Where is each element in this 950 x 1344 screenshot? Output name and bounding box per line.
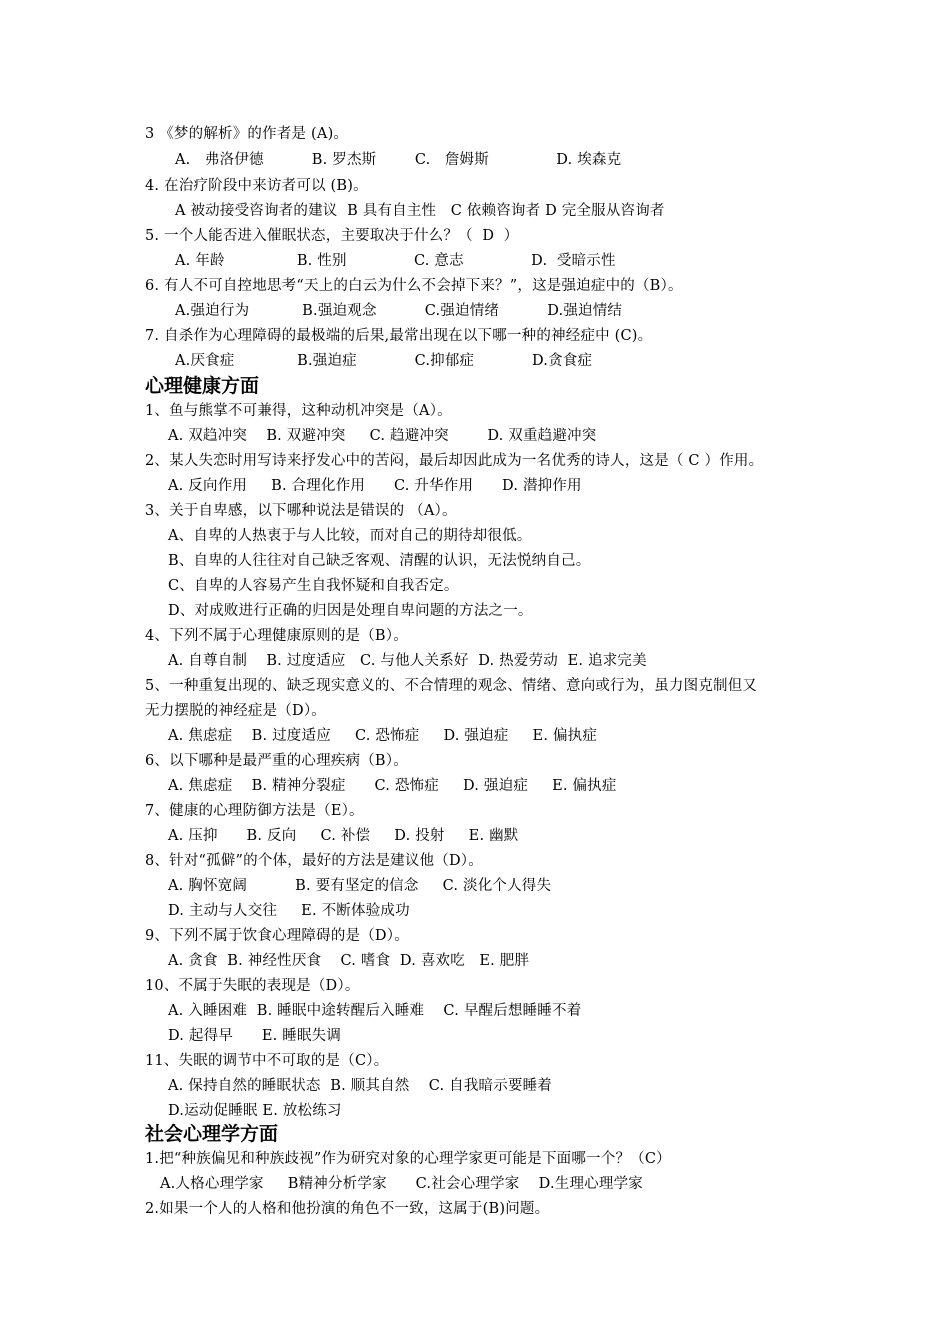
mh-question-8-options-1: A. 胸怀宽阔 B. 要有坚定的信念 C. 淡化个人得失	[168, 878, 552, 894]
mh-question-11: 11、失眠的调节中不可取的是（C）。	[145, 1053, 389, 1069]
question-5: 5. 一个人能否进入催眠状态，主要取决于什么？（ D ）	[145, 228, 519, 244]
mh-question-6-options: A. 焦虑症 B. 精神分裂症 C. 恐怖症 D. 强迫症 E. 偏执症	[168, 778, 617, 794]
mh-question-7-options: A. 压抑 B. 反向 C. 补偿 D. 投射 E. 幽默	[168, 828, 519, 844]
mh-question-1-options: A. 双趋冲突 B. 双避冲突 C. 趋避冲突 D. 双重趋避冲突	[168, 428, 597, 444]
mh-question-7: 7、健康的心理防御方法是（E）。	[145, 803, 364, 819]
mh-question-3-option-c: C、自卑的人容易产生自我怀疑和自我否定。	[168, 578, 459, 594]
mh-question-1: 1、鱼与熊掌不可兼得，这种动机冲突是（A）。	[145, 403, 452, 419]
question-3: 3 《梦的解析》的作者是 (A)。	[145, 126, 349, 142]
question-4-options: A 被动接受咨询者的建议 B 具有自主性 C 依赖咨询者 D 完全服从咨询者	[175, 203, 665, 219]
question-4: 4. 在治疗阶段中来访者可以 (B)。	[145, 178, 368, 194]
mh-question-9-options: A. 贪食 B. 神经性厌食 C. 嗜食 D. 喜欢吃 E. 肥胖	[168, 953, 530, 969]
sp-question-1-options: A.人格心理学家 B精神分析学家 C.社会心理学家 D.生理心理学家	[160, 1176, 643, 1192]
mh-question-4-options: A. 自尊自制 B. 过度适应 C. 与他人关系好 D. 热爱劳动 E. 追求完美	[168, 653, 647, 669]
mh-question-5-options: A. 焦虑症 B. 过度适应 C. 恐怖症 D. 强迫症 E. 偏执症	[168, 728, 598, 744]
mh-question-2: 2、某人失恋时用写诗来抒发心中的苦闷，最后却因此成为一名优秀的诗人，这是（ C ）作用。	[145, 453, 764, 469]
mh-question-5: 5、一种重复出现的、缺乏现实意义的、不合情理的观念、情绪、意向或行为，虽力图克制但又	[145, 678, 758, 694]
mh-question-4: 4、下列不属于心理健康原则的是（B）。	[145, 628, 408, 644]
section-heading-social-psychology: 社会心理学方面	[145, 1123, 279, 1145]
mh-question-3-option-b: B、自卑的人往往对自己缺乏客观、清醒的认识，无法悦纳自己。	[168, 553, 591, 569]
mh-question-10-options-1: A. 入睡困难 B. 睡眠中途转醒后入睡难 C. 早醒后想睡睡不着	[168, 1003, 582, 1019]
section-heading-mental-health: 心理健康方面	[145, 375, 260, 397]
question-3-options: A. 弗洛伊德 B. 罗杰斯 C. 詹姆斯 D. 埃森克	[175, 152, 622, 168]
mh-question-6: 6、以下哪种是最严重的心理疾病（B）。	[145, 753, 408, 769]
question-6-options: A.强迫行为 B.强迫观念 C.强迫情绪 D.强迫情结	[175, 303, 623, 319]
question-7-options: A.厌食症 B.强迫症 C.抑郁症 D.贪食症	[175, 353, 593, 369]
question-7: 7. 自杀作为心理障碍的最极端的后果,最常出现在以下哪一种的神经症中 (C)。	[145, 328, 653, 344]
sp-question-1: 1.把“种族偏见和种族歧视”作为研究对象的心理学家更可能是下面哪一个？（C）	[145, 1151, 671, 1167]
mh-question-11-options-2: D.运动促睡眠 E. 放松练习	[168, 1103, 342, 1119]
mh-question-3-option-a: A、自卑的人热衷于与人比较，而对自己的期待却很低。	[168, 528, 532, 544]
mh-question-8-options-2: D. 主动与人交往 E. 不断体验成功	[168, 903, 410, 919]
mh-question-3: 3、关于自卑感，以下哪种说法是错误的 （A）。	[145, 503, 457, 519]
mh-question-10-options-2: D. 起得早 E. 睡眠失调	[168, 1028, 342, 1044]
question-5-options: A. 年龄 B. 性别 C. 意志 D. 受暗示性	[175, 253, 616, 269]
mh-question-9: 9、下列不属于饮食心理障碍的是（D）。	[145, 928, 409, 944]
sp-question-2: 2.如果一个人的人格和他扮演的角色不一致，这属于(B)问题。	[145, 1201, 550, 1217]
mh-question-3-option-d: D、对成败进行正确的归因是处理自卑问题的方法之一。	[168, 603, 533, 619]
mh-question-5-cont: 无力摆脱的神经症是（D）。	[145, 703, 326, 719]
mh-question-8: 8、针对“孤僻”的个体，最好的方法是建议他（D）。	[145, 853, 483, 869]
question-6: 6. 有人不可自控地思考“天上的白云为什么不会掉下来？”，这是强迫症中的（B）。	[145, 278, 683, 294]
mh-question-11-options-1: A. 保持自然的睡眠状态 B. 顺其自然 C. 自我暗示要睡着	[168, 1078, 553, 1094]
mh-question-2-options: A. 反向作用 B. 合理化作用 C. 升华作用 D. 潜抑作用	[168, 478, 582, 494]
mh-question-10: 10、不属于失眠的表现是（D）。	[145, 978, 360, 994]
